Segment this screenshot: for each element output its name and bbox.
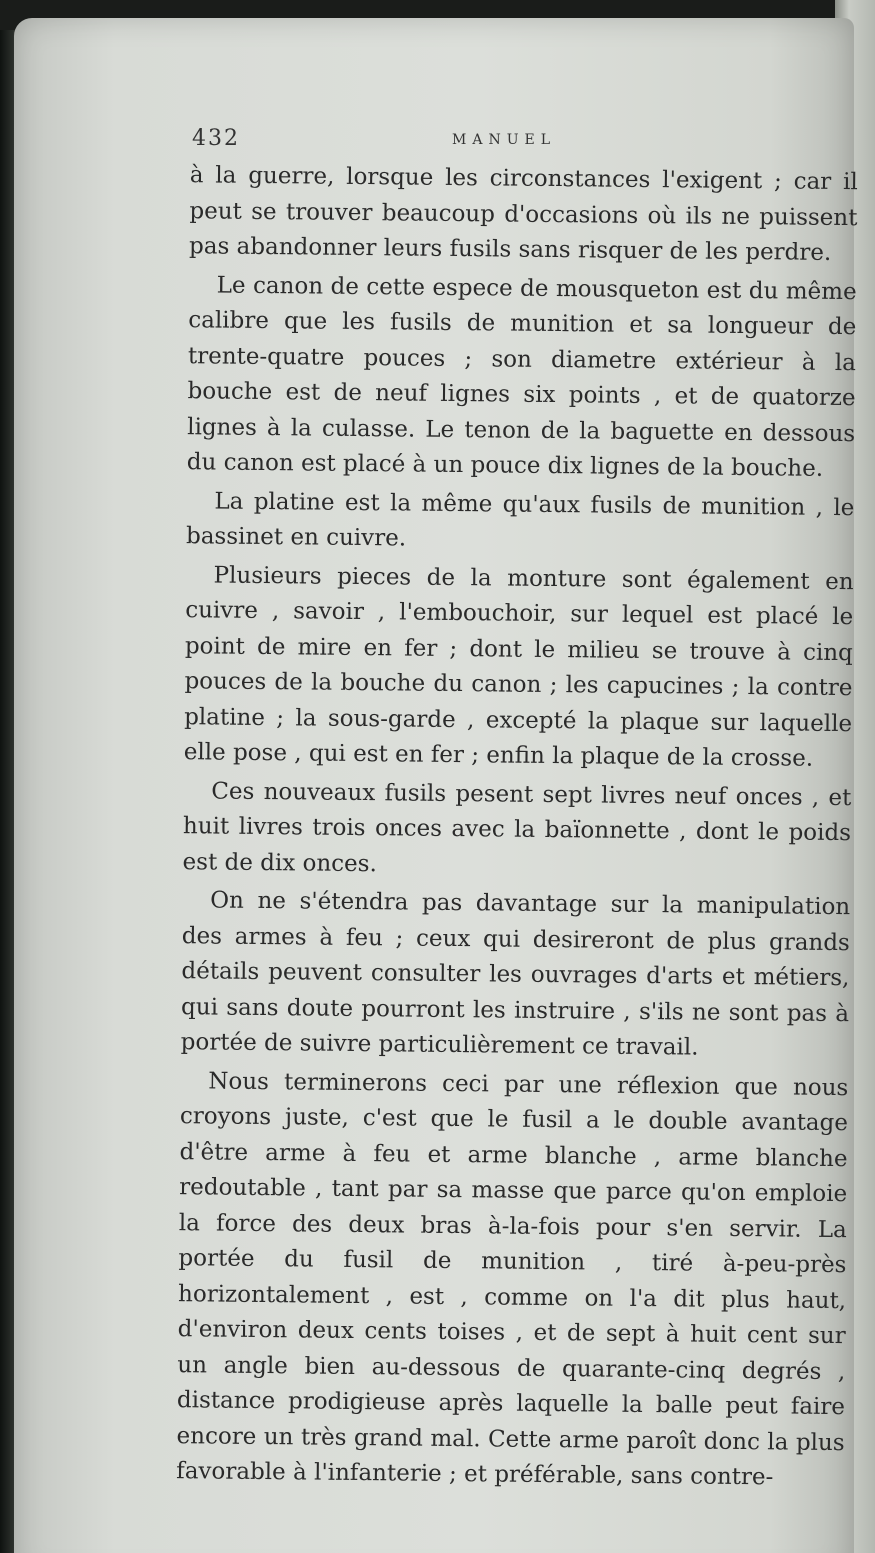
running-title: MANUEL [452,132,557,148]
page-content [172,118,862,1490]
paragraph: Plusieurs pieces de la monture sont également en cuivre , savoir , l'embouchoir, sur lequel est placé le point de mire en fer ; dont le milieu se trouve à cinq pouces de la bouche du canon ; les capucines ; la contre platine ; la sous-garde , excepté la plaque sur laquelle elle pose , qui est en fer ; enfin la plaque de la crosse. [183,561,854,772]
paragraph-continuation: à la guerre, lorsque les circonstances l'exigent ; car il peut se trouver beaucoup d'occasions où ils ne puissent pas abandonner leurs fusils sans risquer de les perdre. [188,162,858,266]
paragraph: Le canon de cette espece de mousqueton est du même calibre que les fusils de munition et sa longueur de trente-quatre pouces ; son diametre extérieur à la bouche est de neuf lignes six points , et de quatorze lignes à la culasse. Le tenon de la baguette en dessous du canon est placé à un pouce dix lignes de la bouche. [186,271,857,482]
body-text [158,158,858,1497]
paragraph: On ne s'étendra pas davantage sur la manipulation des armes à feu ; ceux qui desireront de plus grands détails peuvent consulter les ouvrages d'arts et métiers, qui sans doute pourront les instruire , s'ils ne sont pas à portée de suivre particulièrement ce travail. [180,887,851,1061]
running-header [172,118,862,158]
paragraph: Nous terminerons ceci par une réflexion que nous croyons juste, c'est que le fusil a le double avantage d'être arme à feu et arme blanche , arme blanche redoutable , tant par sa masse que parce qu'on emploie la force des deux bras à-la-fois pour s'en servir. La portée du fusil de munition , tiré à-peu-près horizontalement , est , comme on l'a dit plus haut, d'environ deux cents toises , et de sept à huit cent sur un angle bien au-dessous de quarante-cinq degrés , distance prodigieuse après laquelle la balle peut faire encore un très grand mal. Cette arme paroît donc la plus favorable à l'infanterie ; et préférable, sans contre- [176,1067,849,1491]
paragraph: La platine est la même qu'aux fusils de munition , le bassinet en cuivre. [185,487,855,552]
paragraph: Ces nouveaux fusils pesent sept livres neuf onces , et huit livres trois onces avec la baïonnette , dont le poids est de dix onces. [182,777,852,877]
page-number: 432 [192,126,240,151]
book-page [14,18,858,1553]
